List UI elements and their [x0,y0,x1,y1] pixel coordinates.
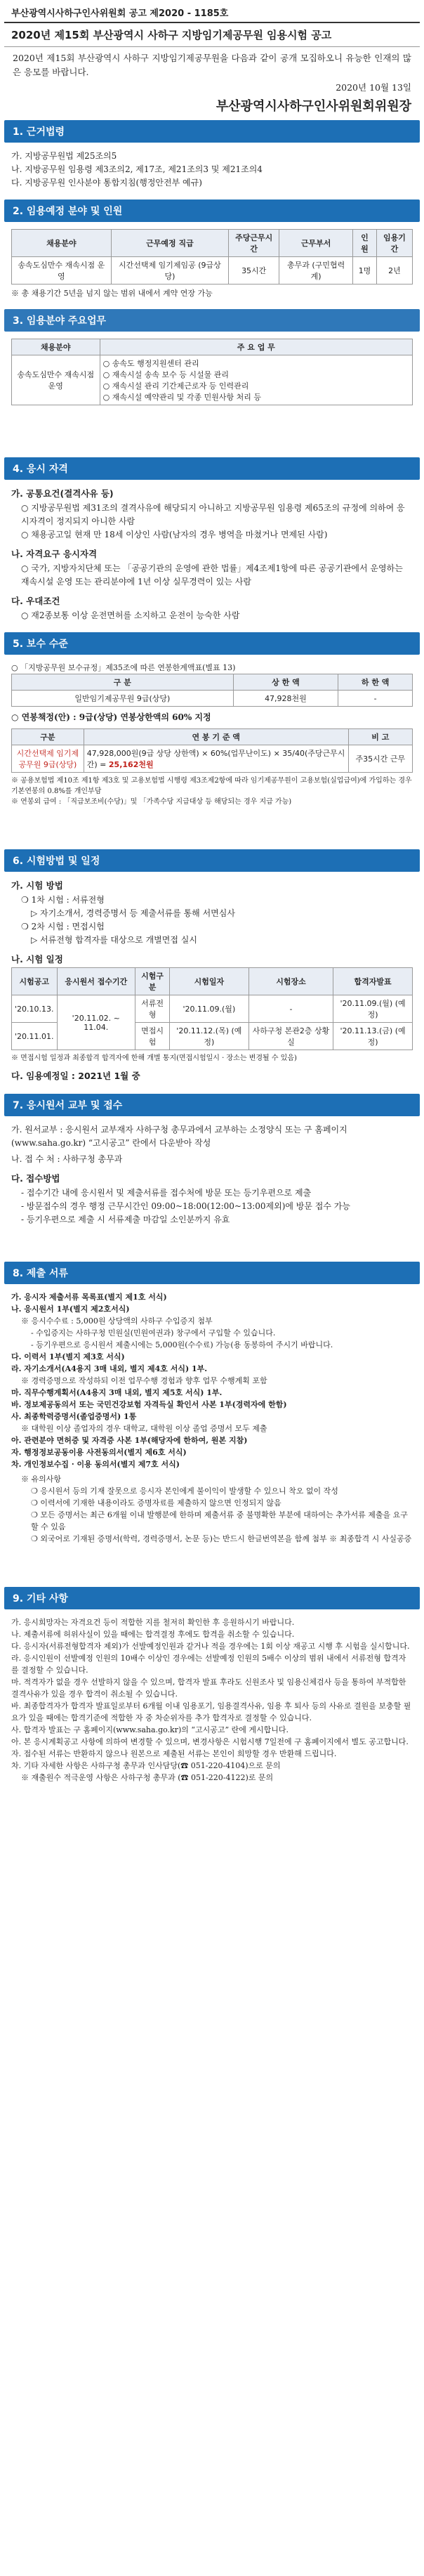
subsection-title: 다. 접수방법 [11,1173,60,1184]
table-cell: '20.11.09.(월) [169,995,249,1023]
table-cell: 송속도심만수 재속시점 운영 [12,257,112,285]
misc-item: 바. 최종합격자가 합격자 발표일로부터 6개월 이내 임용포기, 임용결격사유, 임용 후 퇴사 등의 사유로 결원을 보충할 필요가 있을 때에는 합격기준에 적합한 자 중 차순위자를 추가 합격자로 결정할 수 있습니다. [11,1701,411,1722]
subsection-title: 가. 시험 방법 [11,880,63,891]
legal-basis-list [0,150,424,190]
misc-item: 사. 합격자 발표는 구 홈페이지(www.saha.go.kr)의 “고시공고” 란에 게시합니다. [11,1725,289,1734]
table-header: 하 한 액 [338,674,413,691]
table-row [12,355,413,405]
table-cell: 47,928천원 [233,691,338,707]
application-method: - 등기우편으로 제출 시 서류제출 마감일 소인분까지 유효 [21,1215,230,1224]
misc-item: 나. 제출서류에 허위사실이 있을 때에는 합격결정 후에도 합격을 취소할 수 있습니다. [11,1630,295,1639]
table-header: 합격자발표 [333,968,413,995]
announcement-number: 부산광역시사하구인사위원회 공고 제2020 - 1185호 [4,0,420,23]
issuing-organization: 부산광역시사하구인사위원회위원장 [216,99,411,114]
document-item: 차. 개인정보수집 · 이용 동의서(별지 제7호 서식) [11,1460,180,1469]
footnote: ※ 공용보험법 제10조 제1항 제3호 및 고용보험법 시행령 제3조제2항에 따라 임기제공무원이 고용보험(실업급여)에 가입하는 경우 기본연봉의 0.8%를 개인부담 [11,777,412,795]
section-header-misc: 9. 기타 사항 [4,1587,420,1609]
table-row [12,257,413,285]
page-title: 2020년 제15회 부산광역시 사하구 지방임기제공무원 임용시험 공고 [4,23,420,47]
salary-result: 25,162천원 [108,760,154,769]
section-header-documents: 8. 제출 서류 [4,1262,420,1284]
table-header: 시험일자 [169,968,249,995]
salary-policy: ○ 연봉책정(안) : 9급(상당) 연봉상한액의 60% 지정 [11,712,211,722]
table-cell: 주35시간 근무 [348,745,412,773]
legal-basis-item: 다. 지방공무원 인사분야 통합지침(행정안전부 예규) [11,178,202,188]
duties-table [11,339,413,405]
table-cell: 총무과 (구민협력계) [279,257,353,285]
document-note: - 수입증지는 사하구청 민원실(민원여권과) 창구에서 구입할 수 있습니다. [31,1328,276,1338]
table-header: 상 한 액 [233,674,338,691]
document-note: - 등기우편으로 응시원서 제출시에는 5,000원(수수료) 가능(용 동봉하여 주시기 바랍니다. [31,1340,333,1349]
intro-text: 2020년 제15회 부산광역시 사하구 지방임기제공무원을 다음과 같이 공개 모집하오니 유능한 인재의 많은 응모를 바랍니다. [13,53,411,77]
table-cell: - [249,995,333,1023]
footnote: ※ 연봉외 급여 : 「직급보조비(수당)」및 「가족수당 지급대상 등 해당되는 경우 지급 가능) [11,798,292,806]
table-header: 채용분야 [12,339,100,355]
table-header: 시험구분 [135,968,170,995]
section-header-legal-basis: 1. 근거법령 [4,120,420,143]
table-header: 주 요 업 무 [100,339,412,355]
duties-cell [100,355,412,405]
table-header: 구 분 [12,674,234,691]
table-header: 근무부서 [279,230,353,257]
table-cell: '20.11.12.(목) (예정) [169,1023,249,1050]
positions-note: ※ 총 채용기간 5년을 넘지 않는 범위 내에서 계약 연장 가능 [11,289,213,298]
document-item: 마. 직무수행계획서(A4용지 3매 내외, 별지 제5호 서식) 1부. [11,1388,223,1397]
caution-item: ❍ 모든 증명서는 최근 6개월 이내 발행분에 한하며 제출서류 중 불명확한 부분에 대하여는 추가서류 제출을 요구할 수 있음 [31,1510,408,1531]
table-header: 주당근무시간 [229,230,279,257]
duty-item: ○ 재속시설 관리 기간제근로자 등 인력관리 [102,381,249,391]
misc-item: 라. 응시인원이 선발예정 인원의 10배수 이상인 경우에는 선발예정 인원의 5배수 이상의 범위 내에서 서류전형 합격자를 결정할 수 있습니다. [11,1654,406,1675]
section-header-salary: 5. 보수 수준 [4,632,420,655]
table-cell: - [338,691,413,707]
qualification-item: ○ 국가, 지방자치단체 또는 「공공기관의 운영에 관한 법률」제4조제1항에 따른 공공기관에서 운영하는 재속시설 운영 또는 관리분야에 1년 이상 실무경력이 있는 사람 [21,563,403,587]
table-header: 연 봉 기 준 액 [84,729,348,745]
appointment-date: 다. 임용예정일 : 2021년 1월 중 [11,1071,140,1081]
table-row [12,745,413,773]
table-cell: 송속도심만수 재속시점 운영 [12,355,100,405]
document-item: 자. 행정정보공동이용 사전동의서(별지 제6호 서식) [11,1448,187,1457]
document-item: 바. 정보제공동의서 또는 국민건강보험 자격득실 확인서 사본 1부(경력자에 한함) [11,1400,287,1409]
document-note: ※ 경력증명으로 작성하되 이전 업무수행 경험과 향후 업무 수행계획 포함 [21,1376,267,1385]
table-cell: 2년 [376,257,412,285]
table-cell: 서류전형 [135,995,170,1023]
table-header: 채용분야 [12,230,112,257]
table-cell: 면접시험 [135,1023,170,1050]
document-item: 사. 최종학력증명서(졸업증명서) 1통 [11,1412,137,1421]
document-item: 나. 응시원서 1부(별지 제2호서식) [11,1305,130,1314]
announcement-date: 2020년 10월 13일 [336,82,411,93]
exam-step-detail: ▷ 자기소개서, 경력증명서 등 제출서류를 통해 서면심사 [31,908,235,918]
qualification-item: ○ 지방공무원법 제31조의 결격사유에 해당되지 아니하고 지방공무원 임용령 제65조의 규정에 의하여 응시자격이 정지되지 아니한 사람 [21,503,405,526]
table-cell: '20.10.13. [12,995,58,1023]
document-note: ※ 대학원 이상 졸업자의 경우 대학교, 대학원 이상 졸업 증명서 모두 제출 [21,1424,267,1433]
exam-step: ❍ 1차 시험 : 서류전형 [21,895,105,905]
subsection-title: 가. 공통요건(결격사유 등) [11,488,114,499]
table-header: 구분 [12,729,84,745]
caution-item: ❍ 외국어로 기재된 증명서(학력, 경력증명서, 논문 등)는 반드시 한글번역본을 함께 첨부 ※ 최종합격 시 사실공증 [31,1534,412,1543]
salary-limit-table [11,674,413,707]
table-header: 시험장소 [249,968,333,995]
exam-step: ❍ 2차 시험 : 면접시험 [21,922,105,931]
misc-item: 가. 응시희망자는 자격요건 등이 적합한 지를 철저히 확인한 후 응원하시기 바랍니다. [11,1618,295,1627]
table-cell: 일반임기제공무원 9급(상당) [12,691,234,707]
table-cell: 시간선택제 임기제공무원 9급(상당) [12,745,84,773]
subsection-title: 다. 우대조건 [11,596,60,606]
table-cell: '20.11.02. ~ 11.04. [57,995,135,1050]
caution-item: ❍ 이력서에 기재한 내용이라도 증명자료를 제출하지 않으면 인정되지 않음 [31,1498,281,1508]
section-header-qualifications: 4. 응시 자격 [4,457,420,480]
exam-footnote: ※ 면접시험 일정과 최종합격 합격자에 한해 개별 통지(면접시험일시 · 장소는 변경될 수 있음) [11,1054,297,1062]
table-cell: '20.11.09.(월) (예정) [333,995,413,1023]
duty-item: ○ 송속도 행정지원센터 관리 [102,359,199,368]
salary-formula: 47,928,000원(9급 상당 상한액) × 60%(업무난이도) × 35/40(주당근무시간) = [86,749,345,769]
qualification-item: ○ 재2종보통 이상 운전면허를 소지하고 운전이 능숙한 사람 [21,610,240,620]
exam-schedule-table [11,967,413,1050]
table-header: 임용기간 [376,230,412,257]
legal-basis-item: 나. 지방공무원 임용령 제3조의2, 제17조, 제21조의3 및 제21조의4 [11,164,263,174]
table-cell: 1명 [353,257,377,285]
application-method: - 방문접수의 경우 행정 근무시간인 09:00~18:00(12:00~13:00제외)에 방문 접수 가능 [21,1201,350,1211]
document-note: ※ 응시수수료 : 5,000원 상당액의 사하구 수입증지 첨부 [21,1316,213,1326]
misc-note: ※ 재출원수 적극운영 사항은 사하구청 총무과 (☎ 051-220-4122)로 문의 [21,1773,274,1782]
subsection-title: 나. 자격요구 응시자격 [11,549,98,559]
table-cell: '20.11.13.(금) (예정) [333,1023,413,1050]
table-cell: 35시간 [229,257,279,285]
section-header-exam: 6. 시험방법 및 일정 [4,849,420,872]
document-item: 라. 자기소개서(A4용지 3매 내외, 별지 제4호 서식) 1부. [11,1364,208,1373]
table-header: 인 원 [353,230,377,257]
application-line: 가. 원서교부 : 응시원서 교부재자 사하구청 총무과에서 교부하는 소정양식 또는 구 홈페이지 (www.saha.go.kr) “고시공고” 란에서 다운받아 작성 [11,1125,347,1148]
section-header-positions: 2. 임용예정 분야 및 인원 [4,200,420,222]
table-header: 근무예정 직급 [111,230,229,257]
caution-header: ※ 유의사항 [21,1475,62,1484]
duty-item: ○ 재속시설 송속 보수 등 시설물 관리 [102,370,229,379]
table-cell: 사하구청 본관2층 상황실 [249,1023,333,1050]
misc-item: 차. 기타 자세한 사항은 사하구청 총무과 인사담당(☎ 051-220-4104)으로 문의 [11,1761,281,1770]
table-row [12,995,413,1023]
misc-item: 아. 본 응시계획공고 사항에 의하여 변경할 수 있으며, 변경사항은 시험시행 7일전에 구 홈페이지에서 별도 공고합니다. [11,1737,409,1746]
exam-body [0,879,424,966]
exam-step-detail: ▷ 서류전형 합격자를 대상으로 개별면접 실시 [31,935,197,945]
misc-list [0,1616,424,1784]
section-header-duties: 3. 임용분야 주요업무 [4,309,420,332]
misc-item: 마. 적격자가 없을 경우 선발하지 않을 수 있으며, 합격자 발표 후라도 신원조사 및 임용신체검사 등을 통하여 부적합한 결격사유가 있을 경우 합격이 취소될 수 있습니다. [11,1678,406,1699]
misc-item: 자. 접수된 서류는 반환하지 않으나 원본으로 제출된 서류는 본인이 희망할 경우 반환해 드립니다. [11,1749,337,1758]
application-body [0,1123,424,1227]
legal-basis-item: 가. 지방공무원법 제25조의5 [11,151,117,161]
documents-list [0,1291,424,1545]
subsection-title: 나. 시험 일정 [11,954,63,965]
document-item: 아. 관련분야 면허증 및 자격증 사본 1부(해당자에 한하여, 원본 지참) [11,1436,248,1445]
table-header: 응시원서 접수기간 [57,968,135,995]
table-header: 시험공고 [12,968,58,995]
positions-table [11,229,413,285]
table-row [12,691,413,707]
document-item: 다. 이력서 1부(별지 제3호 서식) [11,1352,125,1361]
qualifications-body [0,487,424,622]
misc-item: 다. 응시자(서류전형합격자 제외)가 선발예정인원과 같거나 적을 경우에는 1회 이상 재공고 시행 후 시험을 실시합니다. [11,1642,410,1651]
section-header-application: 7. 응시원서 교부 및 접수 [4,1094,420,1116]
duty-item: ○ 재속시설 예약관리 및 각종 민원사항 처리 등 [102,393,261,402]
table-cell: '20.11.01. [12,1023,58,1050]
application-method: - 접수기간 내에 응시원서 및 제출서류를 접수처에 방문 또는 등기우편으로 제출 [21,1188,312,1198]
caution-item: ❍ 응시원서 등의 기재 잘못으로 응시자 본인에게 불이익이 발생할 수 있으니 착오 없이 작성 [31,1486,338,1496]
salary-footnotes [0,776,424,807]
application-line: 나. 접 수 처 : 사하구청 총무과 [11,1154,123,1164]
salary-note: ○ 「지방공무원 보수규정」제35조에 따른 연봉한계액표(별표 13) [11,663,236,672]
salary-calc-table [11,728,413,773]
salary-calc-cell [84,745,348,773]
table-cell: 시간선택제 임기제임공 (9급상당) [111,257,229,285]
table-header: 비 고 [348,729,412,745]
qualification-item: ○ 채용공고일 현재 만 18세 이상인 사람(남자의 경우 병역을 마쳤거나 면제된 사람) [21,530,328,540]
document-item: 가. 응시자 제출서류 목록표(별지 제1호 서식) [11,1293,167,1302]
